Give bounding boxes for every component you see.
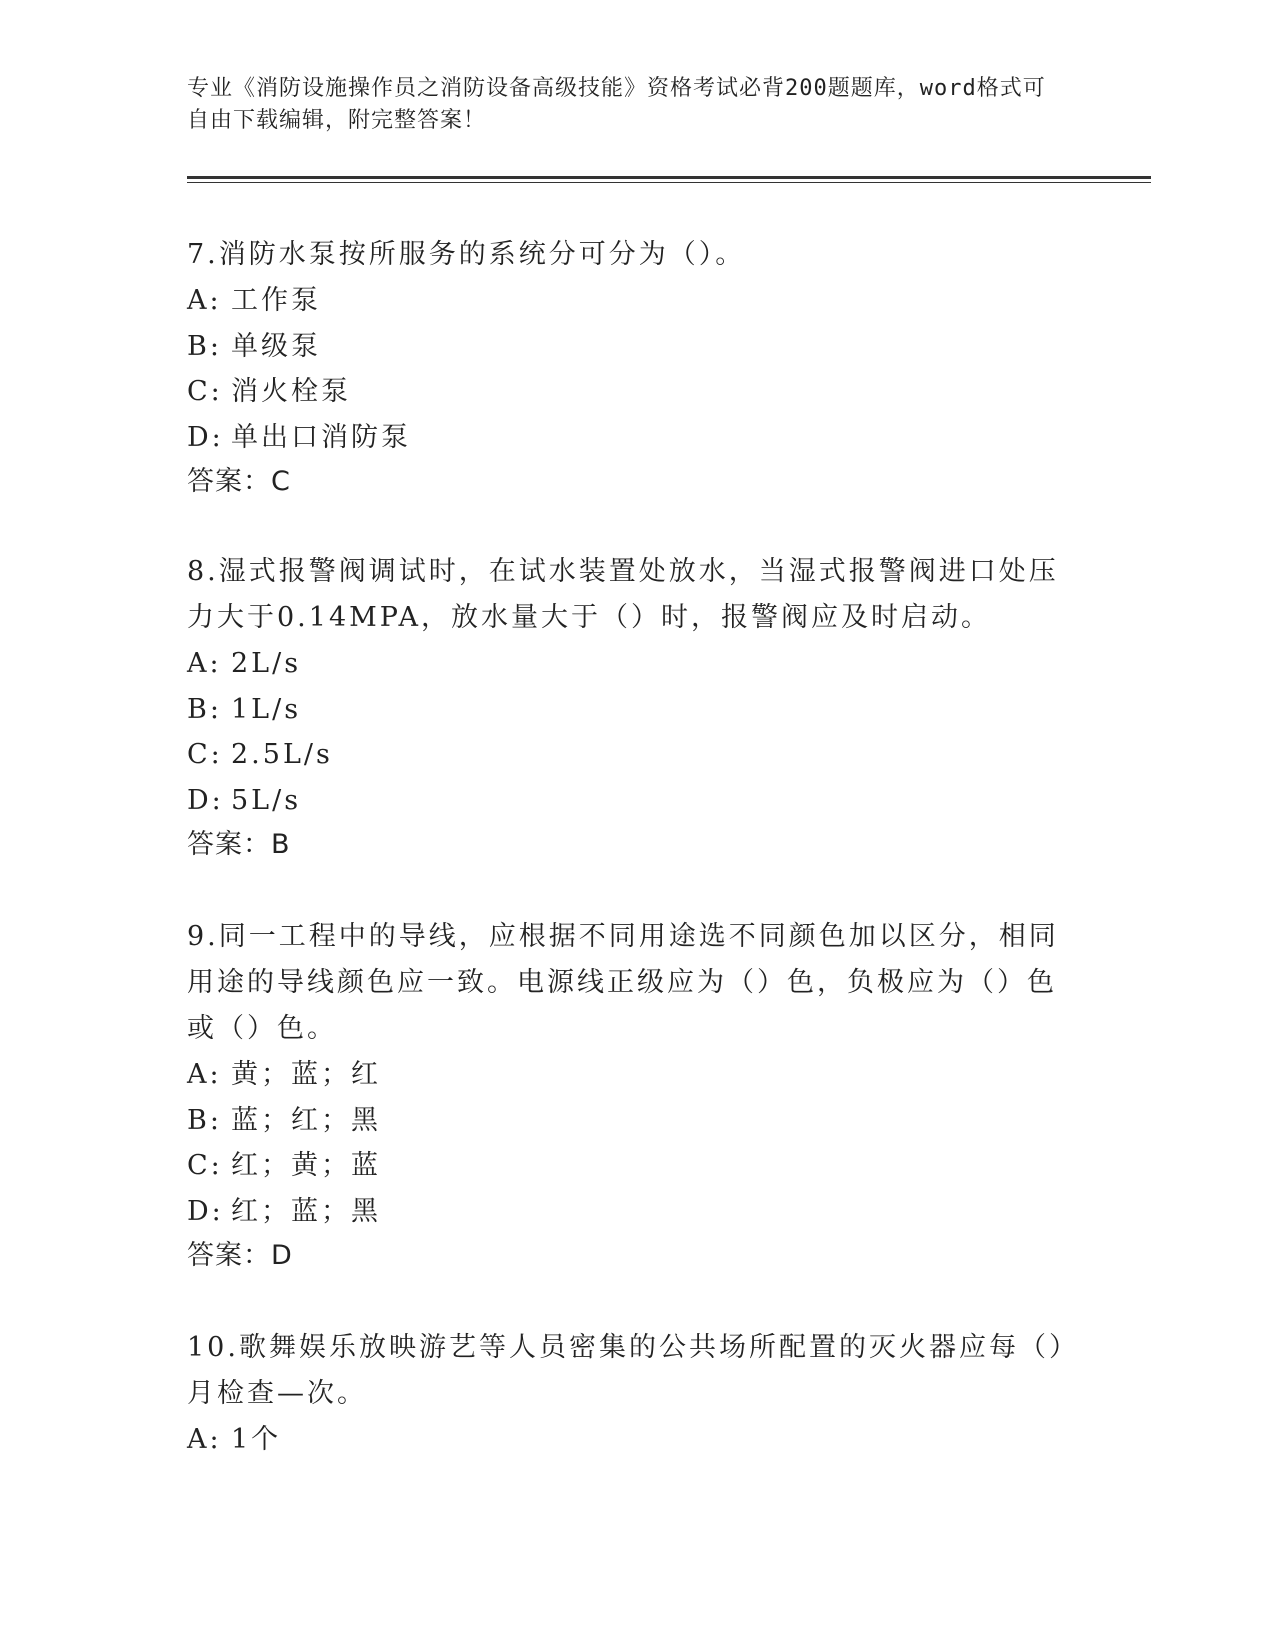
option-text: 单级泵 (231, 330, 321, 362)
option-label: C: (187, 376, 223, 407)
option-text: 2L/s (231, 648, 302, 679)
option-label: D: (187, 421, 224, 453)
option-label: A: (187, 1424, 222, 1455)
option-a (187, 641, 1067, 687)
option-d (187, 1189, 1067, 1235)
option-a (187, 1052, 1067, 1098)
option-text: 蓝；红；黑 (231, 1104, 381, 1136)
option-b (187, 1098, 1067, 1144)
option-a (187, 1417, 1067, 1463)
option-a (187, 278, 1067, 324)
question-10 (187, 1325, 1067, 1463)
option-text: 红；黄；蓝 (231, 1150, 381, 1181)
answer-line: 答案：C (187, 466, 291, 497)
option-label: B: (187, 330, 222, 362)
question-stem: 9.同一工程中的导线，应根据不同用途选不同颜色加以区分，相同用途的导线颜色应一致。电源线正级应为（）色，负极应为（）色或（）色。 (187, 921, 1059, 1044)
option-c (187, 732, 1067, 778)
option-d (187, 415, 1067, 461)
option-label: A: (187, 285, 222, 316)
option-c (187, 369, 1067, 415)
option-label: B: (187, 693, 222, 725)
question-9 (187, 914, 1067, 1278)
option-d (187, 778, 1067, 824)
option-label: A: (187, 1059, 222, 1090)
question-7 (187, 232, 1067, 504)
option-label: D: (187, 1195, 224, 1227)
option-text: 红；蓝；黑 (231, 1195, 381, 1227)
option-text: 黄；蓝；红 (231, 1059, 381, 1090)
option-text: 工作泵 (231, 285, 321, 316)
document-header: 专业《消防设施操作员之消防设备高级技能》资格考试必背200题题库，word格式可自由下载编辑，附完整答案！ (187, 76, 1046, 133)
option-label: D: (187, 784, 224, 816)
option-text: 5L/s (231, 784, 302, 816)
option-text: 2.5L/s (231, 739, 333, 770)
question-8 (187, 549, 1067, 867)
option-text: 消火栓泵 (231, 376, 351, 407)
option-label: A: (187, 648, 222, 679)
question-stem: 8.湿式报警阀调试时，在试水装置处放水，当湿式报警阀进口处压力大于0.14MPA，放水量大于（）时，报警阀应及时启动。 (187, 556, 1059, 633)
answer-line: 答案：D (187, 1240, 293, 1271)
question-stem: 10.歌舞娱乐放映游艺等人员密集的公共场所配置的灭火器应每（）月检查—次。 (187, 1332, 1066, 1409)
option-text: 单出口消防泵 (231, 421, 411, 453)
header-divider-thin (187, 182, 1151, 183)
question-stem: 7.消防水泵按所服务的系统分可分为（）。 (187, 239, 746, 270)
option-b (187, 324, 1067, 370)
option-text: 1L/s (231, 693, 302, 725)
option-label: C: (187, 1150, 223, 1181)
header-divider-thick (187, 176, 1151, 179)
option-c (187, 1143, 1067, 1189)
option-label: C: (187, 739, 223, 770)
answer-line: 答案：B (187, 829, 291, 860)
option-text: 1个 (231, 1424, 282, 1455)
option-b (187, 687, 1067, 733)
option-label: B: (187, 1104, 222, 1136)
